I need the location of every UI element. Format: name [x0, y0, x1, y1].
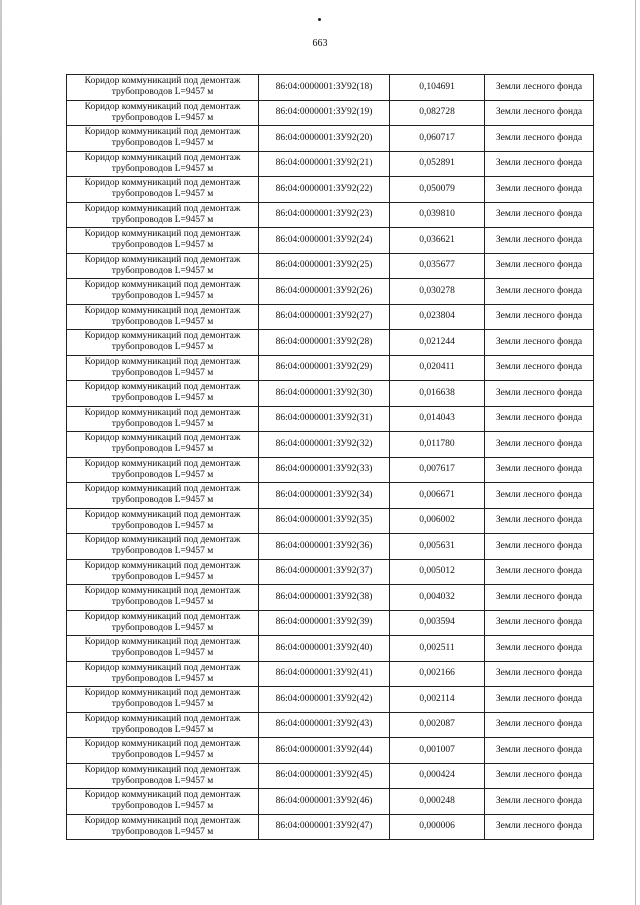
object-name-line2: трубопроводов L=9457 м — [111, 87, 214, 98]
object-name-line1: Коридор коммуникаций под демонтаж — [84, 331, 241, 342]
table-row — [67, 432, 594, 458]
cadastral-number-cell: 86:04:0000001:ЗУ92(30) — [259, 381, 390, 407]
land-category-cell: Земли лесного фонда — [485, 100, 594, 126]
cadastral-number-cell: 86:04:0000001:ЗУ92(19) — [259, 100, 390, 126]
object-name-line2: трубопроводов L=9457 м — [111, 393, 214, 404]
object-name-cell — [67, 763, 259, 789]
object-name-cell — [67, 100, 259, 126]
table-row — [67, 279, 594, 305]
land-category-cell: Земли лесного фонда — [485, 763, 594, 789]
object-name-line1: Коридор коммуникаций под демонтаж — [84, 790, 241, 801]
object-name-line1: Коридор коммуникаций под демонтаж — [84, 815, 241, 826]
land-category-cell: Земли лесного фонда — [485, 355, 594, 381]
object-name-line1: Коридор коммуникаций под демонтаж — [84, 280, 241, 291]
land-category-cell: Земли лесного фонда — [485, 202, 594, 228]
table-row — [67, 483, 594, 509]
table-row — [67, 304, 594, 330]
scan-left-edge — [0, 0, 2, 905]
area-cell: 0,005012 — [390, 559, 485, 585]
area-cell: 0,104691 — [390, 75, 485, 101]
cadastral-number-cell: 86:04:0000001:ЗУ92(35) — [259, 508, 390, 534]
area-cell: 0,023804 — [390, 304, 485, 330]
cadastral-number-cell: 86:04:0000001:ЗУ92(41) — [259, 661, 390, 687]
object-name-line2: трубопроводов L=9457 м — [111, 316, 214, 327]
object-name-cell — [67, 508, 259, 534]
scan-right-edge — [635, 0, 636, 905]
table-row — [67, 75, 594, 101]
land-plots-table-body — [67, 75, 594, 840]
object-name-line1: Коридор коммуникаций под демонтаж — [84, 305, 241, 316]
table-row — [67, 253, 594, 279]
area-cell: 0,004032 — [390, 585, 485, 611]
object-name-line2: трубопроводов L=9457 м — [111, 571, 214, 582]
cadastral-number-cell: 86:04:0000001:ЗУ92(47) — [259, 814, 390, 840]
land-category-cell: Земли лесного фонда — [485, 457, 594, 483]
cadastral-number-cell: 86:04:0000001:ЗУ92(29) — [259, 355, 390, 381]
table-row — [67, 406, 594, 432]
object-name-cell — [67, 534, 259, 560]
object-name-line1: Коридор коммуникаций под демонтаж — [84, 764, 241, 775]
cadastral-number-cell: 86:04:0000001:ЗУ92(25) — [259, 253, 390, 279]
object-name-line2: трубопроводов L=9457 м — [111, 418, 214, 429]
object-name-line1: Коридор коммуникаций под демонтаж — [84, 560, 241, 571]
table-row — [67, 100, 594, 126]
land-category-cell: Земли лесного фонда — [485, 483, 594, 509]
object-name-line2: трубопроводов L=9457 м — [111, 520, 214, 531]
land-category-cell: Земли лесного фонда — [485, 126, 594, 152]
area-cell: 0,082728 — [390, 100, 485, 126]
object-name-line2: трубопроводов L=9457 м — [111, 138, 214, 149]
land-category-cell: Земли лесного фонда — [485, 381, 594, 407]
area-cell: 0,021244 — [390, 330, 485, 356]
object-name-cell — [67, 712, 259, 738]
cadastral-number-cell: 86:04:0000001:ЗУ92(38) — [259, 585, 390, 611]
object-name-line1: Коридор коммуникаций под демонтаж — [84, 407, 241, 418]
land-category-cell: Земли лесного фонда — [485, 789, 594, 815]
object-name-line2: трубопроводов L=9457 м — [111, 291, 214, 302]
object-name-line1: Коридор коммуникаций под демонтаж — [84, 739, 241, 750]
object-name-cell — [67, 483, 259, 509]
object-name-cell — [67, 457, 259, 483]
object-name-cell — [67, 585, 259, 611]
object-name-line2: трубопроводов L=9457 м — [111, 240, 214, 251]
area-cell: 0,016638 — [390, 381, 485, 407]
area-cell: 0,000248 — [390, 789, 485, 815]
object-name-line1: Коридор коммуникаций под демонтаж — [84, 637, 241, 648]
table-row — [67, 228, 594, 254]
object-name-line1: Коридор коммуникаций под демонтаж — [84, 458, 241, 469]
object-name-line2: трубопроводов L=9457 м — [111, 163, 214, 174]
object-name-cell — [67, 789, 259, 815]
object-name-line1: Коридор коммуникаций под демонтаж — [84, 356, 241, 367]
object-name-line1: Коридор коммуникаций под демонтаж — [84, 662, 241, 673]
object-name-line1: Коридор коммуникаций под демонтаж — [84, 535, 241, 546]
cadastral-number-cell: 86:04:0000001:ЗУ92(31) — [259, 406, 390, 432]
cadastral-number-cell: 86:04:0000001:ЗУ92(18) — [259, 75, 390, 101]
land-plots-table — [66, 74, 594, 840]
object-name-line2: трубопроводов L=9457 м — [111, 826, 214, 837]
object-name-line1: Коридор коммуникаций под демонтаж — [84, 152, 241, 163]
land-category-cell: Земли лесного фонда — [485, 585, 594, 611]
area-cell: 0,011780 — [390, 432, 485, 458]
cadastral-number-cell: 86:04:0000001:ЗУ92(36) — [259, 534, 390, 560]
area-cell: 0,005631 — [390, 534, 485, 560]
object-name-line1: Коридор коммуникаций под демонтаж — [84, 178, 241, 189]
object-name-line1: Коридор коммуникаций под демонтаж — [84, 433, 241, 444]
table-row — [67, 534, 594, 560]
area-cell: 0,002087 — [390, 712, 485, 738]
table-row — [67, 126, 594, 152]
object-name-line2: трубопроводов L=9457 м — [111, 495, 214, 506]
land-category-cell: Земли лесного фонда — [485, 279, 594, 305]
table-row — [67, 355, 594, 381]
area-cell: 0,050079 — [390, 177, 485, 203]
area-cell: 0,006671 — [390, 483, 485, 509]
cadastral-number-cell: 86:04:0000001:ЗУ92(42) — [259, 687, 390, 713]
area-cell: 0,052891 — [390, 151, 485, 177]
object-name-cell — [67, 279, 259, 305]
object-name-line2: трубопроводов L=9457 м — [111, 622, 214, 633]
object-name-line2: трубопроводов L=9457 м — [111, 597, 214, 608]
object-name-line2: трубопроводов L=9457 м — [111, 444, 214, 455]
table-row — [67, 636, 594, 662]
land-category-cell: Земли лесного фонда — [485, 661, 594, 687]
object-name-line2: трубопроводов L=9457 м — [111, 265, 214, 276]
cadastral-number-cell: 86:04:0000001:ЗУ92(33) — [259, 457, 390, 483]
object-name-cell — [67, 75, 259, 101]
object-name-line1: Коридор коммуникаций под демонтаж — [84, 382, 241, 393]
table-row — [67, 738, 594, 764]
area-cell: 0,020411 — [390, 355, 485, 381]
object-name-cell — [67, 381, 259, 407]
land-category-cell: Земли лесного фонда — [485, 228, 594, 254]
table-row — [67, 202, 594, 228]
table-row — [67, 330, 594, 356]
object-name-cell — [67, 610, 259, 636]
table-row — [67, 687, 594, 713]
table-row — [67, 585, 594, 611]
object-name-line1: Коридор коммуникаций под демонтаж — [84, 688, 241, 699]
area-cell: 0,002166 — [390, 661, 485, 687]
area-cell: 0,039810 — [390, 202, 485, 228]
cadastral-number-cell: 86:04:0000001:ЗУ92(28) — [259, 330, 390, 356]
land-category-cell: Земли лесного фонда — [485, 814, 594, 840]
object-name-cell — [67, 738, 259, 764]
land-category-cell: Земли лесного фонда — [485, 330, 594, 356]
cadastral-number-cell: 86:04:0000001:ЗУ92(32) — [259, 432, 390, 458]
land-category-cell: Земли лесного фонда — [485, 610, 594, 636]
object-name-cell — [67, 432, 259, 458]
cadastral-number-cell: 86:04:0000001:ЗУ92(40) — [259, 636, 390, 662]
object-name-cell — [67, 559, 259, 585]
object-name-line1: Коридор коммуникаций под демонтаж — [84, 254, 241, 265]
object-name-cell — [67, 304, 259, 330]
object-name-line2: трубопроводов L=9457 м — [111, 189, 214, 200]
table-row — [67, 789, 594, 815]
land-category-cell: Земли лесного фонда — [485, 304, 594, 330]
land-category-cell: Земли лесного фонда — [485, 406, 594, 432]
land-category-cell: Земли лесного фонда — [485, 712, 594, 738]
area-cell: 0,035677 — [390, 253, 485, 279]
object-name-line1: Коридор коммуникаций под демонтаж — [84, 101, 241, 112]
land-category-cell: Земли лесного фонда — [485, 75, 594, 101]
area-cell: 0,007617 — [390, 457, 485, 483]
cadastral-number-cell: 86:04:0000001:ЗУ92(20) — [259, 126, 390, 152]
object-name-line2: трубопроводов L=9457 м — [111, 469, 214, 480]
object-name-cell — [67, 151, 259, 177]
area-cell: 0,001007 — [390, 738, 485, 764]
object-name-cell — [67, 636, 259, 662]
table-row — [67, 457, 594, 483]
object-name-line2: трубопроводов L=9457 м — [111, 750, 214, 761]
object-name-line2: трубопроводов L=9457 м — [111, 342, 214, 353]
object-name-line1: Коридор коммуникаций под демонтаж — [84, 586, 241, 597]
area-cell: 0,000006 — [390, 814, 485, 840]
object-name-line1: Коридор коммуникаций под демонтаж — [84, 76, 241, 87]
land-category-cell: Земли лесного фонда — [485, 559, 594, 585]
land-category-cell: Земли лесного фонда — [485, 151, 594, 177]
area-cell: 0,000424 — [390, 763, 485, 789]
cadastral-number-cell: 86:04:0000001:ЗУ92(43) — [259, 712, 390, 738]
object-name-line1: Коридор коммуникаций под демонтаж — [84, 484, 241, 495]
object-name-line1: Коридор коммуникаций под демонтаж — [84, 509, 241, 520]
cadastral-number-cell: 86:04:0000001:ЗУ92(26) — [259, 279, 390, 305]
land-category-cell: Земли лесного фонда — [485, 534, 594, 560]
area-cell: 0,014043 — [390, 406, 485, 432]
object-name-cell — [67, 661, 259, 687]
object-name-cell — [67, 406, 259, 432]
table-row — [67, 151, 594, 177]
cadastral-number-cell: 86:04:0000001:ЗУ92(39) — [259, 610, 390, 636]
cadastral-number-cell: 86:04:0000001:ЗУ92(23) — [259, 202, 390, 228]
area-cell: 0,003594 — [390, 610, 485, 636]
table-row — [67, 610, 594, 636]
table-row — [67, 814, 594, 840]
object-name-line2: трубопроводов L=9457 м — [111, 214, 214, 225]
object-name-cell — [67, 814, 259, 840]
area-cell: 0,002511 — [390, 636, 485, 662]
object-name-line2: трубопроводов L=9457 м — [111, 724, 214, 735]
object-name-line2: трубопроводов L=9457 м — [111, 775, 214, 786]
cadastral-number-cell: 86:04:0000001:ЗУ92(21) — [259, 151, 390, 177]
cadastral-number-cell: 86:04:0000001:ЗУ92(22) — [259, 177, 390, 203]
area-cell: 0,036621 — [390, 228, 485, 254]
land-category-cell: Земли лесного фонда — [485, 253, 594, 279]
object-name-line2: трубопроводов L=9457 м — [111, 801, 214, 812]
area-cell: 0,060717 — [390, 126, 485, 152]
cadastral-number-cell: 86:04:0000001:ЗУ92(44) — [259, 738, 390, 764]
area-cell: 0,002114 — [390, 687, 485, 713]
object-name-line1: Коридор коммуникаций под демонтаж — [84, 611, 241, 622]
object-name-line1: Коридор коммуникаций под демонтаж — [84, 229, 241, 240]
land-category-cell: Земли лесного фонда — [485, 636, 594, 662]
land-category-cell: Земли лесного фонда — [485, 177, 594, 203]
table-row — [67, 763, 594, 789]
top-mark — [318, 18, 321, 21]
object-name-line1: Коридор коммуникаций под демонтаж — [84, 713, 241, 724]
area-cell: 0,030278 — [390, 279, 485, 305]
land-category-cell: Земли лесного фонда — [485, 687, 594, 713]
object-name-cell — [67, 126, 259, 152]
table-row — [67, 712, 594, 738]
object-name-line2: трубопроводов L=9457 м — [111, 367, 214, 378]
object-name-cell — [67, 330, 259, 356]
object-name-line1: Коридор коммуникаций под демонтаж — [84, 127, 241, 138]
object-name-line2: трубопроводов L=9457 м — [111, 648, 214, 659]
table-row — [67, 177, 594, 203]
object-name-line2: трубопроводов L=9457 м — [111, 546, 214, 557]
cadastral-number-cell: 86:04:0000001:ЗУ92(34) — [259, 483, 390, 509]
land-category-cell: Земли лесного фонда — [485, 738, 594, 764]
object-name-cell — [67, 177, 259, 203]
object-name-line2: трубопроводов L=9457 м — [111, 699, 214, 710]
object-name-cell — [67, 202, 259, 228]
cadastral-number-cell: 86:04:0000001:ЗУ92(27) — [259, 304, 390, 330]
land-category-cell: Земли лесного фонда — [485, 508, 594, 534]
object-name-line2: трубопроводов L=9457 м — [111, 673, 214, 684]
object-name-line2: трубопроводов L=9457 м — [111, 112, 214, 123]
page-number: 663 — [312, 38, 328, 49]
object-name-cell — [67, 355, 259, 381]
cadastral-number-cell: 86:04:0000001:ЗУ92(46) — [259, 789, 390, 815]
land-category-cell: Земли лесного фонда — [485, 432, 594, 458]
table-row — [67, 661, 594, 687]
object-name-line1: Коридор коммуникаций под демонтаж — [84, 203, 241, 214]
object-name-cell — [67, 687, 259, 713]
table-row — [67, 381, 594, 407]
table-row — [67, 559, 594, 585]
object-name-cell — [67, 228, 259, 254]
table-row — [67, 508, 594, 534]
cadastral-number-cell: 86:04:0000001:ЗУ92(37) — [259, 559, 390, 585]
cadastral-number-cell: 86:04:0000001:ЗУ92(45) — [259, 763, 390, 789]
area-cell: 0,006002 — [390, 508, 485, 534]
cadastral-number-cell: 86:04:0000001:ЗУ92(24) — [259, 228, 390, 254]
object-name-cell — [67, 253, 259, 279]
